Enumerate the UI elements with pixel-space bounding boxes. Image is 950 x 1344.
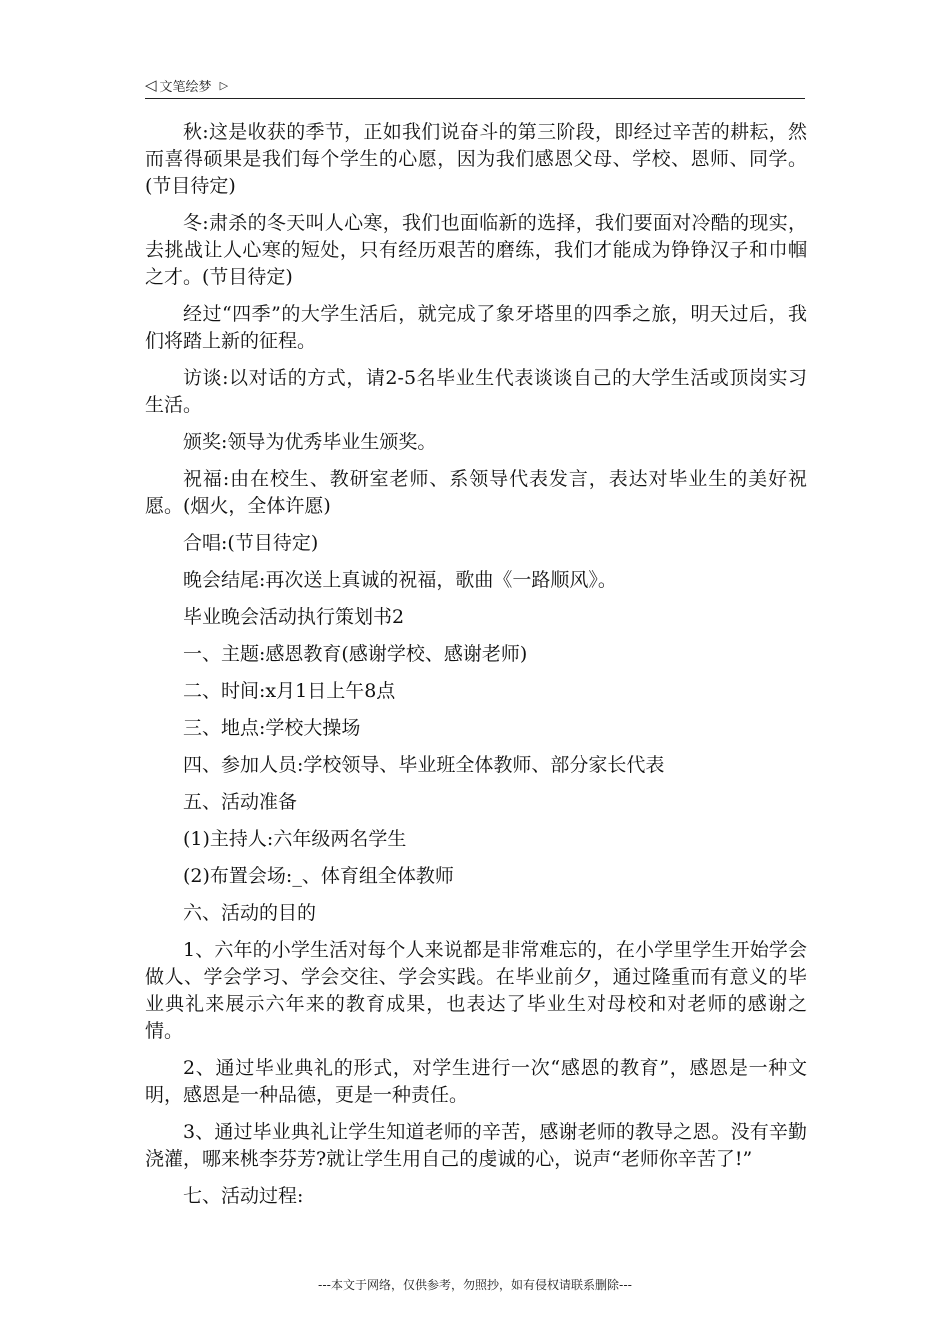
- paragraph: 访谈:以对话的方式，请2-5名毕业生代表谈谈自己的大学生活或顶岗实习生活。: [145, 367, 807, 416]
- paragraph: 3、通过毕业典礼让学生知道老师的辛苦，感谢老师的教导之恩。没有辛勤浇灌，哪来桃李芬芳?就让学生用自己的虔诚的心，说声“老师你辛苦了!”: [145, 1121, 807, 1170]
- paragraph: 四、参加人员:学校领导、毕业班全体教师、部分家长代表: [183, 754, 665, 776]
- paragraph: 七、活动过程:: [183, 1185, 304, 1207]
- paragraph: 二、时间:x月1日上午8点: [183, 680, 396, 702]
- paragraph: 2、通过毕业典礼的形式，对学生进行一次“感恩的教育”，感恩是一种文明，感恩是一种品德，更是一种责任。: [145, 1057, 807, 1106]
- document-body: [145, 119, 807, 1220]
- paragraph: 五、活动准备: [183, 791, 298, 813]
- paragraph: 一、主题:感恩教育(感谢学校、感谢老师): [183, 643, 528, 665]
- paragraph: 秋:这是收获的季节，正如我们说奋斗的第三阶段，即经过辛苦的耕耘，然而喜得硕果是我们每个学生的心愿，因为我们感恩父母、学校、恩师、同学。(节目待定): [145, 121, 807, 197]
- paragraph: 颁奖:领导为优秀毕业生颁奖。: [183, 431, 437, 453]
- paragraph: 三、地点:学校大操场: [183, 717, 361, 739]
- footer-disclaimer: ---本文于网络，仅供参考，勿照抄，如有侵权请联系删除---: [318, 1278, 632, 1292]
- paragraph: (2)布置会场:_、体育组全体教师: [183, 865, 454, 887]
- paragraph: 经过“四季”的大学生活后，就完成了象牙塔里的四季之旅，明天过后，我们将踏上新的征程。: [145, 303, 807, 352]
- paragraph: 六、活动的目的: [183, 902, 317, 924]
- paragraph: 1、六年的小学生活对每个人来说都是非常难忘的，在小学里学生开始学会做人、学会学习、学会交往、学会实践。在毕业前夕，通过隆重而有意义的毕业典礼来展示六年来的教育成果，也表达了毕业生对母校和对老师的感谢之情。: [145, 939, 807, 1042]
- paragraph: 合唱:(节目待定): [183, 532, 319, 554]
- section-title: 毕业晚会活动执行策划书2: [183, 606, 405, 628]
- paragraph: 冬:肃杀的冬天叫人心寒，我们也面临新的选择，我们要面对冷酷的现实，去挑战让人心寒的短处，只有经历艰苦的磨练，我们才能成为铮铮汉子和巾帼之才。(节目待定): [145, 212, 807, 288]
- triangle-left-icon: ◁: [145, 76, 157, 94]
- brand: [145, 76, 228, 95]
- triangle-right-icon: ▷: [219, 79, 229, 92]
- paragraph: 祝福:由在校生、教研室老师、系领导代表发言，表达对毕业生的美好祝愿。(烟火，全体许愿): [145, 468, 807, 517]
- paragraph: (1)主持人:六年级两名学生: [183, 828, 407, 850]
- page-header: [145, 74, 805, 99]
- paragraph: 晚会结尾:再次送上真诚的祝福，歌曲《一路顺风》。: [183, 569, 617, 591]
- brand-name: 文笔绘梦: [159, 80, 212, 95]
